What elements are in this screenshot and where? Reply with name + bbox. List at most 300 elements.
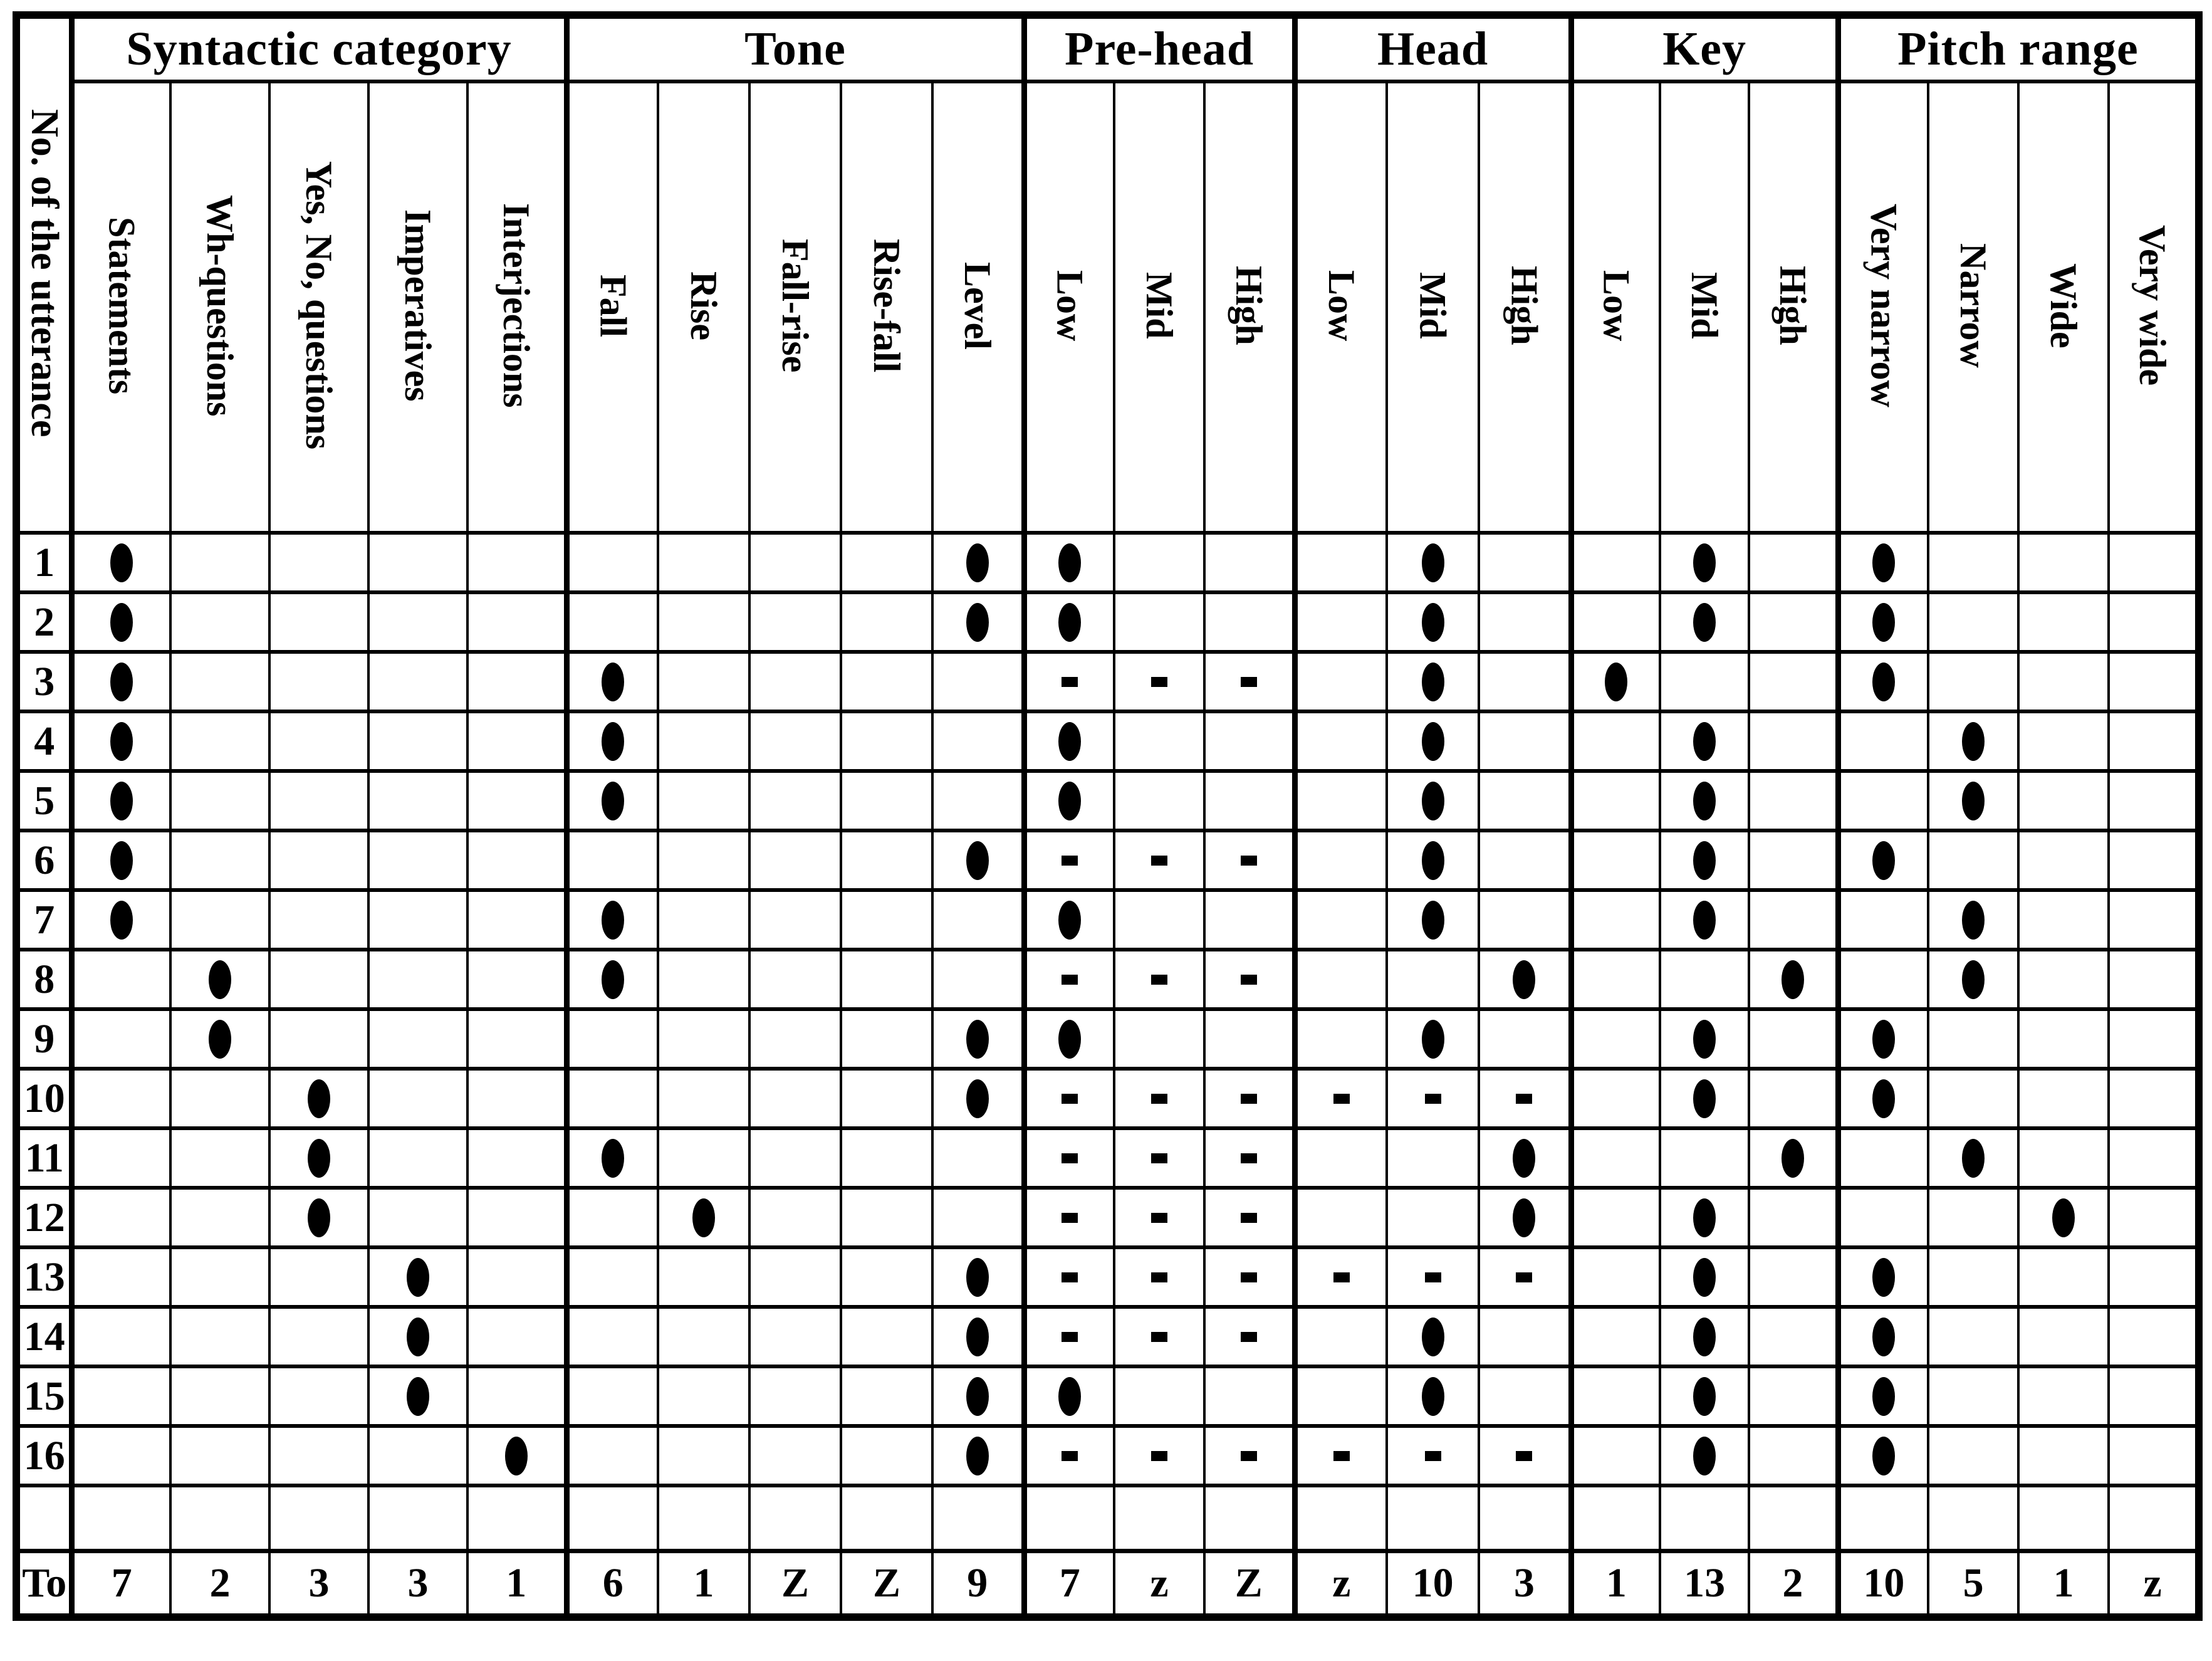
- mark-cell: [1928, 830, 2018, 890]
- mark-cell: [841, 950, 932, 1009]
- column-header-label: High: [1503, 266, 1545, 345]
- mark-cell: [1928, 890, 2018, 950]
- mark-cell: [2109, 830, 2199, 890]
- mark-cell: [566, 1247, 658, 1307]
- mark-cell: [841, 771, 932, 830]
- mark-cell: [1114, 1188, 1204, 1247]
- empty-cell: [1928, 1485, 2018, 1551]
- mark-cell: [841, 1069, 932, 1128]
- mark-cell: [170, 1069, 269, 1128]
- mark-cell: [1571, 652, 1660, 711]
- mark-cell: [1749, 711, 1838, 771]
- mark-cell: [841, 592, 932, 652]
- mark-cell: [269, 1247, 368, 1307]
- total-value: Z: [1204, 1551, 1295, 1617]
- mark-cell: [749, 1128, 841, 1188]
- dot-mark: [1693, 603, 1716, 642]
- mark-cell: [749, 771, 841, 830]
- mark-cell: [467, 1188, 566, 1247]
- dot-mark: [110, 603, 133, 642]
- row-number: 13: [16, 1247, 71, 1307]
- column-header-label: Very narrow: [1863, 204, 1905, 407]
- empty-cell: [170, 1485, 269, 1551]
- dot-mark: [1422, 1020, 1444, 1059]
- mark-cell: [170, 1188, 269, 1247]
- row-number: 3: [16, 652, 71, 711]
- column-header-syntactic-category-interjections: [467, 81, 566, 533]
- column-header-label: Interjections: [495, 203, 537, 408]
- table-row: [16, 1307, 2199, 1366]
- column-header-pitch-range-narrow: [1928, 81, 2018, 533]
- mark-cell: [1479, 771, 1571, 830]
- column-header-label: Mid: [1684, 272, 1726, 339]
- mark-cell: [1571, 771, 1660, 830]
- mark-cell: [1838, 771, 1928, 830]
- empty-cell: [1295, 1485, 1387, 1551]
- mark-cell: [658, 1366, 749, 1426]
- mark-cell: [932, 1307, 1024, 1366]
- total-value: 6: [566, 1551, 658, 1617]
- mark-cell: [1928, 1247, 2018, 1307]
- mark-cell: [749, 950, 841, 1009]
- dash-mark: [1241, 677, 1257, 687]
- dot-mark: [1872, 1318, 1895, 1356]
- total-value: 1: [467, 1551, 566, 1617]
- mark-cell: [467, 771, 566, 830]
- mark-cell: [1295, 1426, 1387, 1485]
- dot-mark: [1693, 722, 1716, 761]
- mark-cell: [566, 533, 658, 592]
- mark-cell: [1660, 830, 1749, 890]
- column-header-pitch-range-very-narrow: [1838, 81, 1928, 533]
- mark-cell: [658, 592, 749, 652]
- mark-cell: [1838, 533, 1928, 592]
- mark-cell: [841, 830, 932, 890]
- mark-cell: [1387, 592, 1479, 652]
- dot-mark: [692, 1198, 715, 1237]
- mark-cell: [749, 1188, 841, 1247]
- mark-cell: [1571, 950, 1660, 1009]
- row-number: 5: [16, 771, 71, 830]
- mark-cell: [1571, 1247, 1660, 1307]
- mark-cell: [1204, 771, 1295, 830]
- dot-mark: [1872, 1020, 1895, 1059]
- mark-cell: [1024, 890, 1114, 950]
- mark-cell: [2018, 592, 2109, 652]
- mark-cell: [1295, 592, 1387, 652]
- dot-mark: [1872, 1258, 1895, 1297]
- column-header-label: Low: [1595, 270, 1637, 342]
- mark-cell: [2018, 771, 2109, 830]
- table-row: [16, 533, 2199, 592]
- dash-mark: [1062, 1272, 1078, 1282]
- dot-mark: [1693, 782, 1716, 820]
- group-header-pitch-range: Pitch range: [1838, 15, 2199, 81]
- column-header-label: Low: [1049, 270, 1091, 342]
- mark-cell: [1024, 711, 1114, 771]
- mark-cell: [1838, 1128, 1928, 1188]
- mark-cell: [566, 1188, 658, 1247]
- mark-cell: [269, 652, 368, 711]
- mark-cell: [368, 592, 467, 652]
- mark-cell: [1660, 1366, 1749, 1426]
- empty-cell: [1387, 1485, 1479, 1551]
- mark-cell: [1571, 1069, 1660, 1128]
- dot-mark: [407, 1377, 429, 1416]
- mark-cell: [368, 1188, 467, 1247]
- row-number: 14: [16, 1307, 71, 1366]
- empty-cell: [1838, 1485, 1928, 1551]
- mark-cell: [71, 771, 170, 830]
- row-number: 9: [16, 1009, 71, 1069]
- mark-cell: [1024, 592, 1114, 652]
- mark-cell: [71, 1307, 170, 1366]
- column-header-syntactic-category-statements: [71, 81, 170, 533]
- column-header-label: High: [1228, 266, 1270, 345]
- row-number: 10: [16, 1069, 71, 1128]
- column-header-label: Rise: [683, 271, 725, 340]
- mark-cell: [1479, 1128, 1571, 1188]
- mark-cell: [1479, 1009, 1571, 1069]
- mark-cell: [1928, 950, 2018, 1009]
- mark-cell: [1838, 950, 1928, 1009]
- mark-cell: [2018, 950, 2109, 1009]
- dash-mark: [1333, 1272, 1350, 1282]
- mark-cell: [1749, 890, 1838, 950]
- mark-cell: [1024, 1366, 1114, 1426]
- mark-cell: [2109, 1009, 2199, 1069]
- mark-cell: [1479, 890, 1571, 950]
- mark-cell: [1024, 1188, 1114, 1247]
- mark-cell: [1387, 533, 1479, 592]
- mark-cell: [1838, 1069, 1928, 1128]
- mark-cell: [71, 830, 170, 890]
- mark-cell: [467, 1128, 566, 1188]
- mark-cell: [170, 711, 269, 771]
- empty-cell: [1024, 1485, 1114, 1551]
- mark-cell: [932, 592, 1024, 652]
- mark-cell: [1571, 1366, 1660, 1426]
- mark-cell: [2109, 1426, 2199, 1485]
- mark-cell: [269, 1426, 368, 1485]
- mark-cell: [1024, 950, 1114, 1009]
- mark-cell: [170, 830, 269, 890]
- mark-cell: [1479, 533, 1571, 592]
- mark-cell: [1479, 1426, 1571, 1485]
- total-value: Z: [749, 1551, 841, 1617]
- mark-cell: [1387, 1009, 1479, 1069]
- mark-cell: [1749, 1188, 1838, 1247]
- mark-cell: [2109, 771, 2199, 830]
- table-row: [16, 890, 2199, 950]
- mark-cell: [1928, 1009, 2018, 1069]
- dot-mark: [505, 1437, 528, 1475]
- mark-cell: [1295, 1128, 1387, 1188]
- dot-mark: [966, 1437, 989, 1475]
- mark-cell: [1114, 533, 1204, 592]
- table-row: [16, 1128, 2199, 1188]
- mark-cell: [71, 1247, 170, 1307]
- mark-cell: [1204, 1128, 1295, 1188]
- mark-cell: [269, 1009, 368, 1069]
- mark-cell: [467, 830, 566, 890]
- mark-cell: [1928, 1188, 2018, 1247]
- mark-cell: [368, 1069, 467, 1128]
- dash-mark: [1241, 1153, 1257, 1163]
- column-header-label: Rise-fall: [866, 238, 908, 373]
- mark-cell: [1749, 771, 1838, 830]
- corner-header-label: No. of the utterance: [23, 109, 66, 438]
- row-number: 6: [16, 830, 71, 890]
- table-row: [16, 950, 2199, 1009]
- dot-mark: [1872, 841, 1895, 880]
- mark-cell: [1024, 652, 1114, 711]
- mark-cell: [1749, 830, 1838, 890]
- intonation-feature-table: [13, 11, 2203, 1621]
- mark-cell: [841, 1128, 932, 1188]
- mark-cell: [71, 1188, 170, 1247]
- mark-cell: [269, 830, 368, 890]
- mark-cell: [1749, 592, 1838, 652]
- mark-cell: [269, 890, 368, 950]
- mark-cell: [566, 592, 658, 652]
- mark-cell: [566, 1366, 658, 1426]
- dot-mark: [1872, 1079, 1895, 1118]
- mark-cell: [1114, 1128, 1204, 1188]
- total-value: 3: [1479, 1551, 1571, 1617]
- column-header-syntactic-category-wh-questions: [170, 81, 269, 533]
- mark-cell: [1295, 652, 1387, 711]
- dot-mark: [602, 960, 624, 999]
- mark-cell: [1114, 830, 1204, 890]
- dot-mark: [209, 960, 231, 999]
- mark-cell: [170, 652, 269, 711]
- mark-cell: [368, 1366, 467, 1426]
- mark-cell: [1838, 652, 1928, 711]
- mark-cell: [1838, 1247, 1928, 1307]
- column-header-pitch-range-wide: [2018, 81, 2109, 533]
- dot-mark: [966, 1318, 989, 1356]
- column-header-tone-rise-fall: [841, 81, 932, 533]
- dot-mark: [1422, 901, 1444, 940]
- mark-cell: [1660, 711, 1749, 771]
- mark-cell: [658, 771, 749, 830]
- mark-cell: [932, 950, 1024, 1009]
- mark-cell: [1295, 1307, 1387, 1366]
- empty-cell: [566, 1485, 658, 1551]
- mark-cell: [467, 533, 566, 592]
- dot-mark: [1422, 782, 1444, 820]
- mark-cell: [1571, 592, 1660, 652]
- mark-cell: [2018, 830, 2109, 890]
- table-row: [16, 1426, 2199, 1485]
- mark-cell: [1114, 771, 1204, 830]
- dash-mark: [1151, 856, 1167, 866]
- dot-mark: [1872, 543, 1895, 582]
- mark-cell: [1024, 1426, 1114, 1485]
- dot-mark: [602, 782, 624, 820]
- mark-cell: [1928, 652, 2018, 711]
- mark-cell: [1749, 1426, 1838, 1485]
- mark-cell: [368, 830, 467, 890]
- total-row-label: To: [16, 1551, 71, 1617]
- mark-cell: [170, 950, 269, 1009]
- dash-mark: [1151, 975, 1167, 985]
- mark-cell: [841, 1307, 932, 1366]
- mark-cell: [269, 1069, 368, 1128]
- column-header-tone-rise: [658, 81, 749, 533]
- dash-mark: [1062, 975, 1078, 985]
- dot-mark: [110, 663, 133, 701]
- mark-cell: [749, 1069, 841, 1128]
- total-value: 1: [658, 1551, 749, 1617]
- empty-cell: [1114, 1485, 1204, 1551]
- dot-mark: [966, 1258, 989, 1297]
- mark-cell: [932, 771, 1024, 830]
- mark-cell: [1749, 1247, 1838, 1307]
- mark-cell: [1749, 1069, 1838, 1128]
- mark-cell: [1838, 830, 1928, 890]
- column-header-head-high: [1479, 81, 1571, 533]
- mark-cell: [1024, 1069, 1114, 1128]
- mark-cell: [1295, 1009, 1387, 1069]
- dot-mark: [1693, 1198, 1716, 1237]
- mark-cell: [1838, 711, 1928, 771]
- mark-cell: [1387, 1307, 1479, 1366]
- dot-mark: [110, 841, 133, 880]
- dot-mark: [1693, 1437, 1716, 1475]
- mark-cell: [1749, 1009, 1838, 1069]
- row-number: 4: [16, 711, 71, 771]
- mark-cell: [749, 1247, 841, 1307]
- mark-cell: [368, 890, 467, 950]
- group-header-head: Head: [1295, 15, 1571, 81]
- group-header-tone: Tone: [566, 15, 1024, 81]
- mark-cell: [1295, 830, 1387, 890]
- total-value: Z: [841, 1551, 932, 1617]
- mark-cell: [1024, 533, 1114, 592]
- mark-cell: [658, 1009, 749, 1069]
- mark-cell: [1024, 1128, 1114, 1188]
- mark-cell: [1479, 1188, 1571, 1247]
- mark-cell: [2109, 1128, 2199, 1188]
- mark-cell: [71, 533, 170, 592]
- mark-cell: [566, 1426, 658, 1485]
- mark-cell: [1571, 533, 1660, 592]
- dot-mark: [1693, 543, 1716, 582]
- mark-cell: [1204, 711, 1295, 771]
- dot-mark: [1693, 1258, 1716, 1297]
- empty-cell: [1571, 1485, 1660, 1551]
- mark-cell: [658, 1426, 749, 1485]
- mark-cell: [1387, 1069, 1479, 1128]
- mark-cell: [2109, 533, 2199, 592]
- dot-mark: [1058, 782, 1081, 820]
- mark-cell: [1295, 890, 1387, 950]
- mark-cell: [269, 711, 368, 771]
- mark-cell: [1204, 950, 1295, 1009]
- dot-mark: [1513, 1139, 1535, 1178]
- empty-cell: [2109, 1485, 2199, 1551]
- mark-cell: [1928, 533, 2018, 592]
- table-row: [16, 1366, 2199, 1426]
- mark-cell: [658, 890, 749, 950]
- mark-cell: [749, 830, 841, 890]
- mark-cell: [2018, 1009, 2109, 1069]
- column-header-tone-level: [932, 81, 1024, 533]
- mark-cell: [269, 950, 368, 1009]
- mark-cell: [932, 830, 1024, 890]
- mark-cell: [1660, 1307, 1749, 1366]
- total-value: 5: [1928, 1551, 2018, 1617]
- mark-cell: [2018, 652, 2109, 711]
- empty-cell: [16, 1485, 71, 1551]
- dot-mark: [1422, 1318, 1444, 1356]
- mark-cell: [368, 771, 467, 830]
- mark-cell: [1660, 1426, 1749, 1485]
- total-value: z: [1114, 1551, 1204, 1617]
- mark-cell: [1204, 533, 1295, 592]
- dot-mark: [1513, 1198, 1535, 1237]
- mark-cell: [1660, 1188, 1749, 1247]
- mark-cell: [932, 1069, 1024, 1128]
- mark-cell: [841, 652, 932, 711]
- mark-cell: [1114, 711, 1204, 771]
- mark-cell: [749, 652, 841, 711]
- mark-cell: [566, 1307, 658, 1366]
- mark-cell: [1295, 533, 1387, 592]
- dash-mark: [1333, 1451, 1350, 1461]
- column-header-label: Level: [956, 261, 998, 350]
- mark-cell: [1387, 1188, 1479, 1247]
- mark-cell: [170, 1128, 269, 1188]
- mark-cell: [1114, 950, 1204, 1009]
- dot-mark: [1693, 901, 1716, 940]
- mark-cell: [1295, 950, 1387, 1009]
- mark-cell: [2109, 711, 2199, 771]
- row-number: 1: [16, 533, 71, 592]
- total-value: 10: [1387, 1551, 1479, 1617]
- dot-mark: [1962, 1139, 1985, 1178]
- mark-cell: [1479, 830, 1571, 890]
- mark-cell: [269, 1366, 368, 1426]
- mark-cell: [2018, 1069, 2109, 1128]
- table-row: [16, 1247, 2199, 1307]
- column-header-tone-fall: [566, 81, 658, 533]
- mark-cell: [467, 652, 566, 711]
- mark-cell: [1295, 771, 1387, 830]
- dot-mark: [602, 663, 624, 701]
- mark-cell: [368, 652, 467, 711]
- mark-cell: [1387, 890, 1479, 950]
- mark-cell: [1660, 1128, 1749, 1188]
- mark-cell: [566, 771, 658, 830]
- row-number: 15: [16, 1366, 71, 1426]
- dash-mark: [1151, 1451, 1167, 1461]
- dash-mark: [1062, 1153, 1078, 1163]
- mark-cell: [1114, 1426, 1204, 1485]
- dot-mark: [110, 782, 133, 820]
- group-header-syntactic-category: Syntactic category: [71, 15, 566, 81]
- mark-cell: [71, 592, 170, 652]
- empty-cell: [1749, 1485, 1838, 1551]
- total-value: 3: [368, 1551, 467, 1617]
- mark-cell: [2018, 1426, 2109, 1485]
- mark-cell: [1204, 890, 1295, 950]
- mark-cell: [1295, 1069, 1387, 1128]
- column-header-key-high: [1749, 81, 1838, 533]
- mark-cell: [566, 652, 658, 711]
